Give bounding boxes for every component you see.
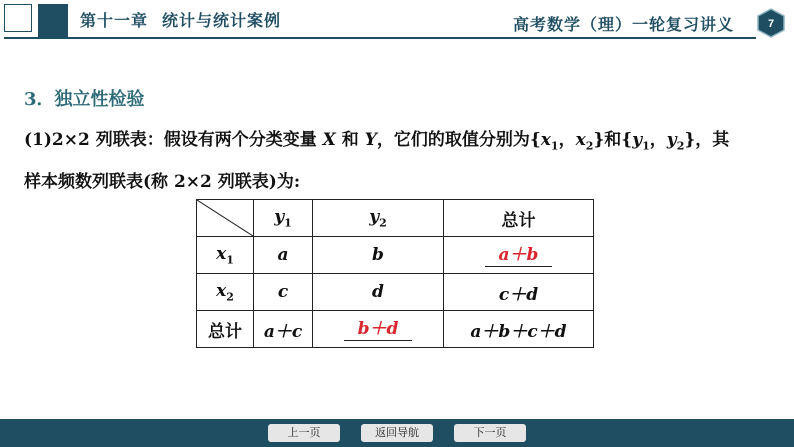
diagonal-line [197, 200, 253, 236]
subscript: 2 [226, 290, 234, 304]
page-number: 7 [767, 18, 775, 30]
answer-cell [313, 311, 444, 348]
subscript: 2 [379, 216, 387, 230]
subscript: 2 [585, 139, 594, 153]
cell-text: a＋c [263, 321, 303, 342]
subscript: 1 [642, 139, 650, 153]
back-to-nav-button[interactable]: 返回导航 [361, 424, 433, 442]
cell-text: x [216, 243, 227, 264]
table-cell [444, 311, 594, 348]
answer-cell [444, 237, 594, 274]
var-y: Y [364, 130, 377, 150]
answer-text: a＋b [485, 244, 553, 267]
row-label [197, 311, 254, 348]
para-text: 样本频数列联表(称 2×2 列联表)为: [24, 172, 301, 193]
cell-text: y [274, 206, 285, 227]
header-cell [444, 200, 594, 237]
para-text: 和 [335, 130, 365, 150]
table-row [197, 274, 594, 311]
table-row [197, 311, 594, 348]
cell-text: c＋d [498, 284, 539, 305]
para-text: ， [649, 130, 667, 150]
header-cell [254, 200, 313, 237]
corner-cell [197, 200, 254, 237]
header-rule [4, 37, 756, 39]
var-x2: x [575, 130, 586, 150]
cell-text: c [277, 282, 289, 302]
prev-page-button[interactable]: 上一页 [268, 424, 340, 442]
chapter-title: 统计与统计案例 [162, 11, 282, 30]
cell-text: 总计 [208, 321, 242, 342]
row-label [197, 237, 254, 274]
section-title: 3．独立性检验 [24, 89, 145, 110]
para-text: (1)2×2 列联表：假设有两个分类变量 [24, 130, 323, 150]
row-label [197, 274, 254, 311]
var-x1: x [540, 130, 551, 150]
header-decor-box [4, 4, 32, 32]
var-y2: y [666, 130, 677, 150]
table-cell [444, 274, 594, 311]
table-cell [313, 274, 444, 311]
table-row [197, 237, 594, 274]
paragraph [24, 122, 784, 200]
table-cell [254, 274, 313, 311]
cell-text: x [216, 280, 227, 301]
table-cell [254, 237, 313, 274]
para-text: }和{ [593, 130, 633, 150]
contingency-table [196, 199, 594, 348]
header-cell [313, 200, 444, 237]
table-row [197, 200, 594, 237]
table-cell [254, 311, 313, 348]
page-number-badge [756, 8, 786, 38]
para-text: ，它们的取值分别为{ [376, 130, 541, 150]
header-decor-block [38, 4, 68, 38]
subscript: 1 [226, 253, 234, 267]
subscript: 1 [284, 216, 292, 230]
var-y1: y [632, 130, 643, 150]
var-x: X [322, 130, 336, 150]
para-text: ， [558, 130, 576, 150]
cell-text: 总计 [501, 210, 536, 231]
cell-text: a＋b＋c＋d [470, 321, 567, 342]
para-text: }，其 [684, 130, 730, 150]
cell-text: d [372, 282, 384, 302]
table-cell [313, 237, 444, 274]
book-title: 高考数学（理）一轮复习讲义 [513, 15, 735, 34]
chapter-number: 第十一章 [80, 11, 149, 30]
cell-text: b [372, 245, 384, 265]
cell-text: a [277, 245, 289, 265]
chapter-heading [80, 8, 281, 31]
subscript: 2 [676, 139, 685, 153]
answer-text: b＋d [344, 318, 413, 341]
cell-text: y [369, 206, 380, 227]
next-page-button[interactable]: 下一页 [454, 424, 526, 442]
subscript: 1 [550, 139, 559, 153]
